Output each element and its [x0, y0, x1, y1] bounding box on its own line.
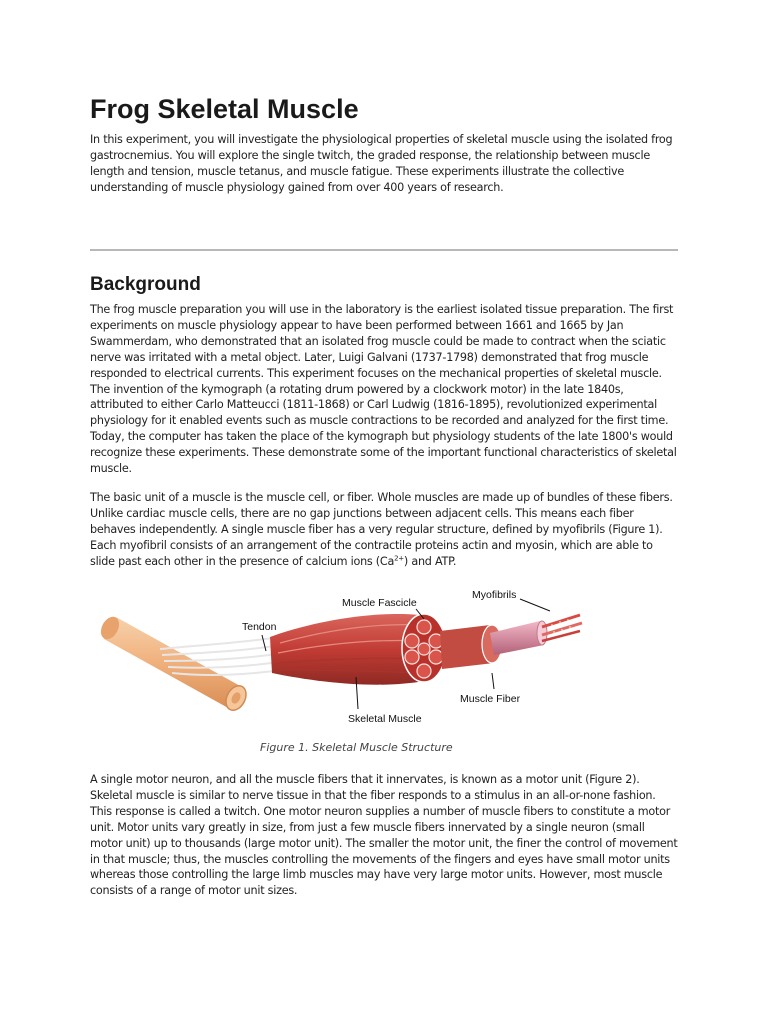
skeletal-muscle-illustration [90, 585, 590, 735]
skeletal-muscle-belly [270, 614, 424, 685]
muscle-fiber [490, 621, 547, 655]
bg2-text: The basic unit of a muscle is the muscle cell, or fiber. Whole muscles are made up of bundles of these fibers. Unlike cardiac muscle cells, there are no gap junctions between adjacent cells. This means each fiber behaves independently. A single muscle fiber has a very regular structure, defined by myofibrils (Figure 1). Each myofibril consists of an arrangement of the contractile proteins actin and myosin, which are able to slide past each other in the presence of calcium ions (Ca [90, 491, 673, 568]
label-skeletal-muscle: Skeletal Muscle [348, 713, 422, 725]
figure-1 [90, 585, 590, 735]
bg2-text-end: ) and ATP. [403, 554, 457, 568]
page-title: Frog Skeletal Muscle [90, 94, 359, 124]
figure-caption: Figure 1. Skeletal Muscle Structure [260, 741, 453, 754]
label-myofibrils: Myofibrils [472, 589, 517, 601]
calcium-superscript: 2+ [394, 553, 404, 562]
myofibrils-strands [542, 615, 582, 641]
background-paragraph-1: The frog muscle preparation you will use in the laboratory is the earliest isolated tissue preparation. The first experiments on muscle physiology appear to have been performed between 1661 and 1665 by Jan Swammerdam, who demonstrated that an isolated frog muscle could be made to contract when the sciatic nerve was irritated with a metal object. Later, Luigi Galvani (1737-1798) demonstrated that frog muscle responded to electrical currents. This experiment focuses on the mechanical properties of skeletal muscle. The invention of the kymograph (a rotating drum powered by a clockwork motor) in the late 1840s, attributed to either Carlo Matteucci (1811-1868) or Carl Ludwig (1816-1895), revolutionized experimental physiology for it enabled events such as muscle contractions to be recorded and analyzed for the first time. Today, the computer has taken the place of the kymograph but physiology students of the late 1800's would recognize these experiments. These demonstrate some of the important functional characteristics of skeletal muscle. [90, 303, 677, 476]
muscle-fascicle-cross-section [402, 614, 446, 682]
label-muscle-fascicle: Muscle Fascicle [342, 597, 417, 609]
label-tendon: Tendon [242, 621, 277, 633]
tendon-cylinder [97, 614, 250, 714]
section-divider [90, 249, 678, 251]
background-heading: Background [90, 274, 201, 295]
label-muscle-fiber: Muscle Fiber [460, 693, 521, 705]
intro-paragraph: In this experiment, you will investigate the physiological properties of skeletal muscle using the isolated frog gastrocnemius. You will explore the single twitch, the graded response, the relationship between muscle length and tension, muscle tetanus, and muscle fatigue. These experiments illustrate the collective understanding of muscle physiology gained from over 400 years of research. [90, 133, 673, 194]
motor-unit-paragraph: A single motor neuron, and all the muscle fibers that it innervates, is known as a motor unit (Figure 2). Skeletal muscle is similar to nerve tissue in that the fiber responds to a stimulus in an all-or-none fashion. This response is called a twitch. One motor neuron supplies a number of muscle fibers to constitute a motor unit. Motor units vary greatly in size, from just a few muscle fibers innervated by a single neuron (small motor unit) up to thousands (large motor unit). The smaller the motor unit, the finer the control of movement in that muscle; thus, the muscles controlling the movements of the fingers and eyes have small motor units whereas those controlling the large limb muscles may have very large motor units. However, most muscle consists of a range of motor unit sizes. [90, 773, 678, 898]
background-paragraph-2 [90, 490, 680, 570]
